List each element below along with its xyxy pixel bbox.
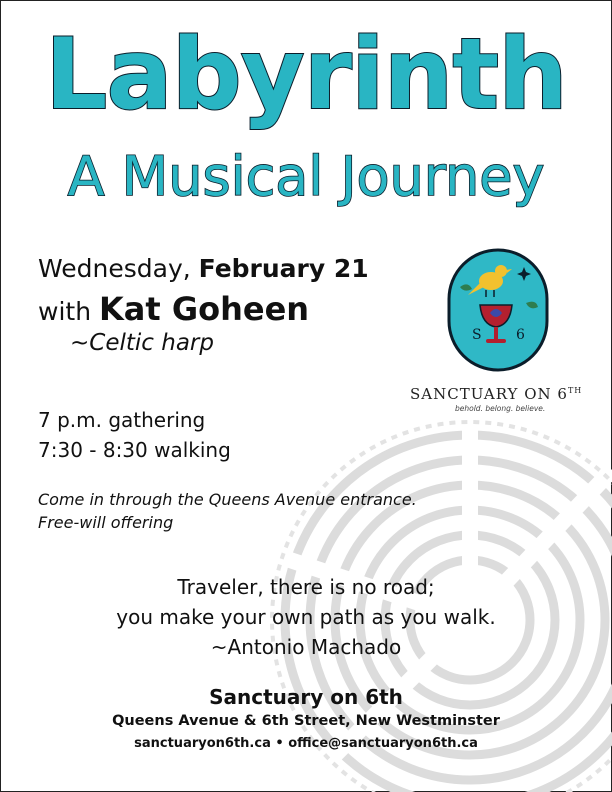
quote-author: ~Antonio Machado xyxy=(210,635,402,659)
time-gathering: 7 p.m. gathering xyxy=(38,408,206,432)
artist-name: Kat Goheen xyxy=(99,290,310,328)
footer-name: Sanctuary on 6th xyxy=(209,685,403,709)
page-subtitle: A Musical Journey xyxy=(67,145,545,208)
event-date-value: February 21 xyxy=(198,254,369,283)
artist-instrument: ~Celtic harp xyxy=(70,330,214,356)
quote xyxy=(0,572,612,662)
event-day: Wednesday, xyxy=(38,254,191,283)
with-label: with xyxy=(38,297,92,326)
time-walking: 7:30 - 8:30 walking xyxy=(38,438,231,462)
svg-text:S: S xyxy=(472,327,482,343)
note-entrance: Come in through the Queens Avenue entrance. xyxy=(38,490,417,509)
footer-contact: sanctuaryon6th.ca • office@sanctuaryon6th.ca xyxy=(134,736,478,751)
event-date xyxy=(38,254,369,283)
sanctuary-logo-icon xyxy=(446,247,550,373)
logo-name: SANCTUARY ON 6TH xyxy=(410,385,583,403)
event-times xyxy=(38,405,231,465)
note-offering: Free-will offering xyxy=(38,513,174,532)
logo-tagline: behold. belong. believe. xyxy=(455,404,546,413)
footer-address: Queens Avenue & 6th Street, New Westminster xyxy=(112,713,500,729)
event-notes xyxy=(38,488,417,534)
svg-text:6: 6 xyxy=(516,327,525,343)
quote-line: Traveler, there is no road; xyxy=(177,575,435,599)
event-artist xyxy=(38,290,309,328)
page-title: Labyrinth xyxy=(45,18,567,132)
quote-line: you make your own path as you walk. xyxy=(116,605,496,629)
